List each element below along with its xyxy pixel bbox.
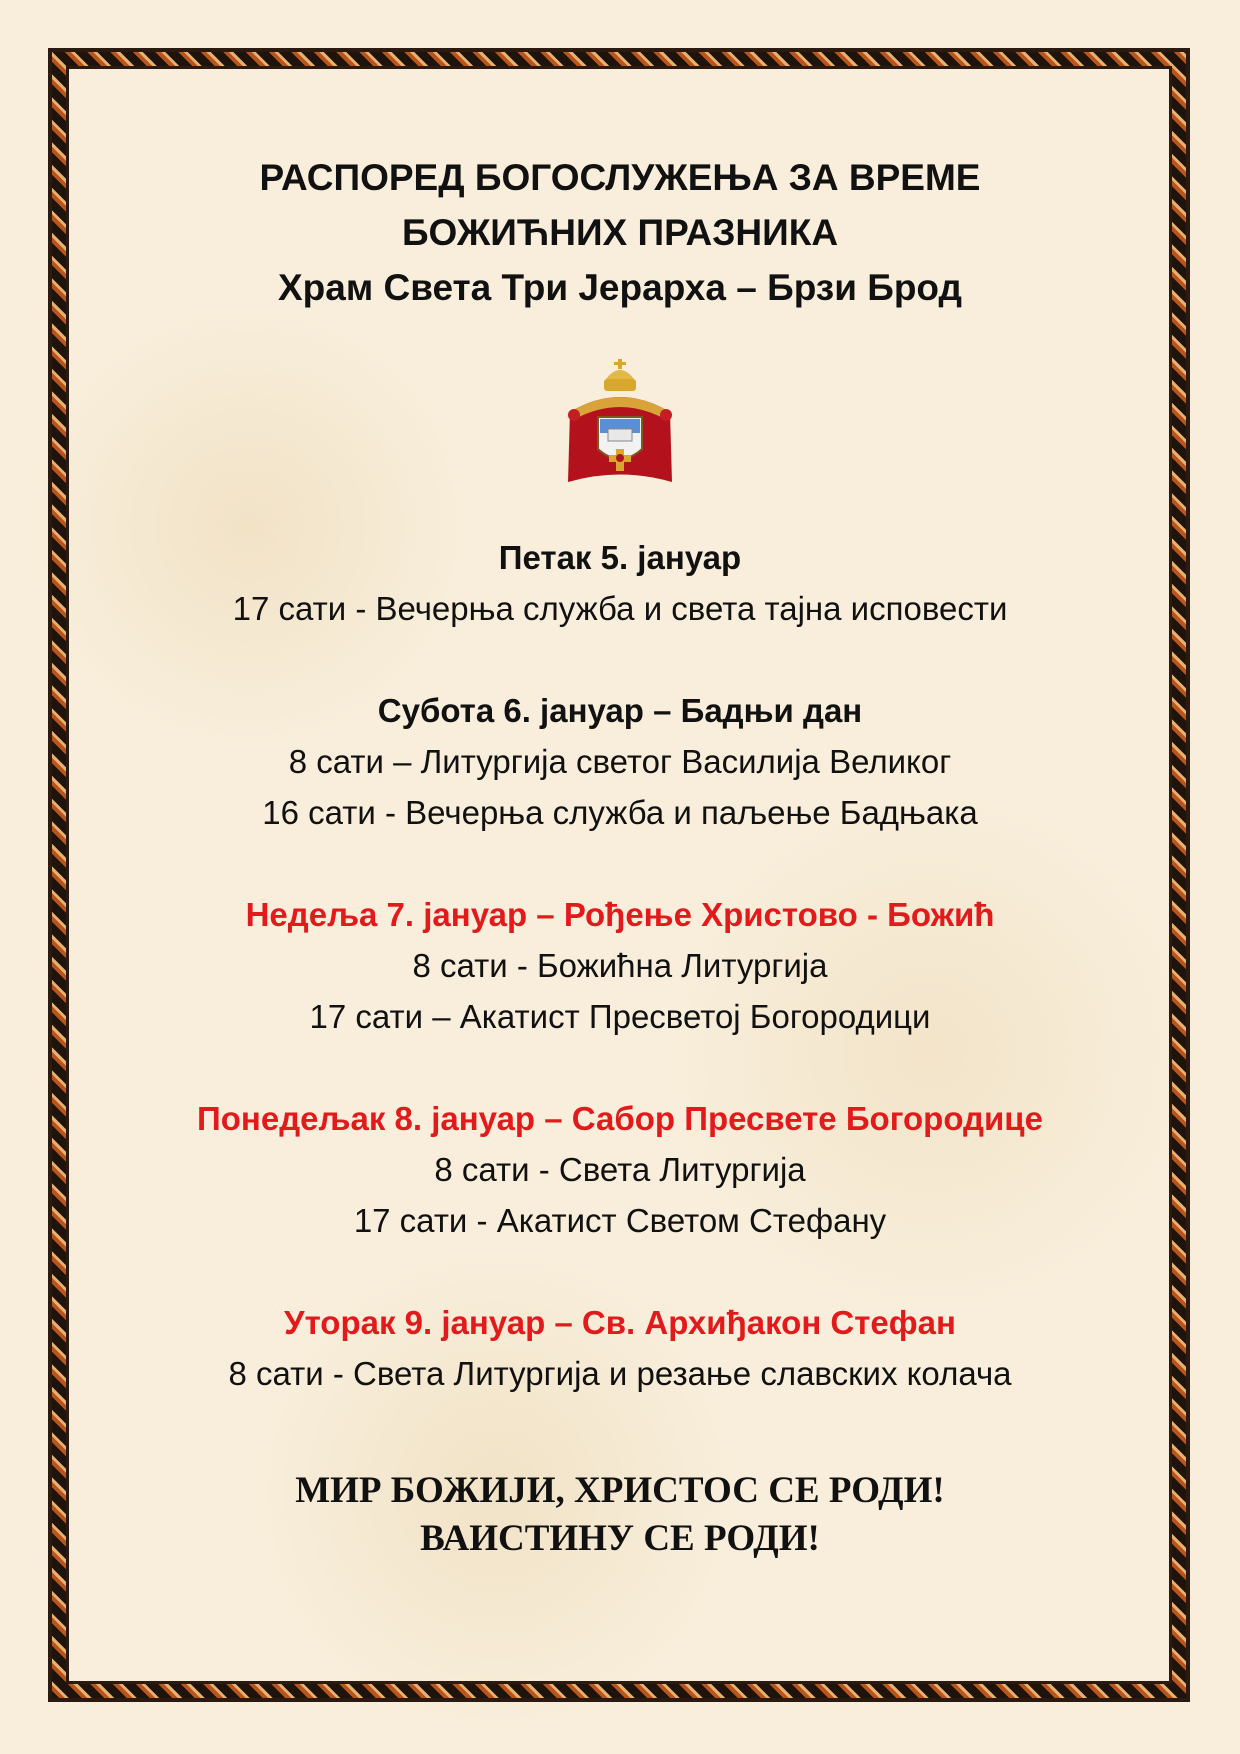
service-line: 17 сати - Вечерња служба и света тајна исповести [232,590,1008,627]
service-line: 8 сати - Света Литургија и резање славских колача [228,1355,1012,1392]
day-title: Понедељак 8. јануар – Сабор Пресвете Богородице [197,1100,1043,1137]
service-line: 17 сати – Акатист Пресветој Богородици [309,998,931,1035]
page-title-line-1: РАСПОРЕД БОГОСЛУЖЕЊА ЗА ВРЕМЕ [259,157,981,198]
day-title: Субота 6. јануар – Бадњи дан [377,692,863,729]
service-line: 8 сати - Света Литургија [434,1151,806,1188]
schedule-day-2 [90,686,1150,838]
greeting-line-1: МИР БОЖИЈИ, ХРИСТОС СЕ РОДИ! [295,1470,945,1511]
page-title-line-2: БОЖИЋНИХ ПРАЗНИКА [401,212,839,253]
service-line: 17 сати - Акатист Светом Стефану [353,1202,887,1239]
service-line: 8 сати - Божићна Литургија [412,947,828,984]
schedule-day-4 [90,1094,1150,1246]
day-title: Недеља 7. јануар – Рођење Христово - Божић [245,896,995,933]
service-line: 8 сати – Литургија светог Василија Великог [288,743,952,780]
day-title: Петак 5. јануар [498,539,742,576]
greeting-line-2: ВАИСТИНУ СЕ РОДИ! [420,1518,820,1559]
document-content [90,150,1150,1563]
church-name: Храм Света Три Јерарха – Брзи Брод [277,267,963,308]
schedule-day-1 [90,533,1150,634]
service-line: 16 сати - Вечерња служба и паљење Бадњака [262,794,978,831]
christmas-greeting [90,1467,1150,1563]
schedule-day-3 [90,890,1150,1042]
church-coat-of-arms-icon [560,357,680,497]
day-title: Уторак 9. јануар – Св. Архиђакон Стефан [284,1304,956,1341]
schedule-day-5 [90,1298,1150,1399]
